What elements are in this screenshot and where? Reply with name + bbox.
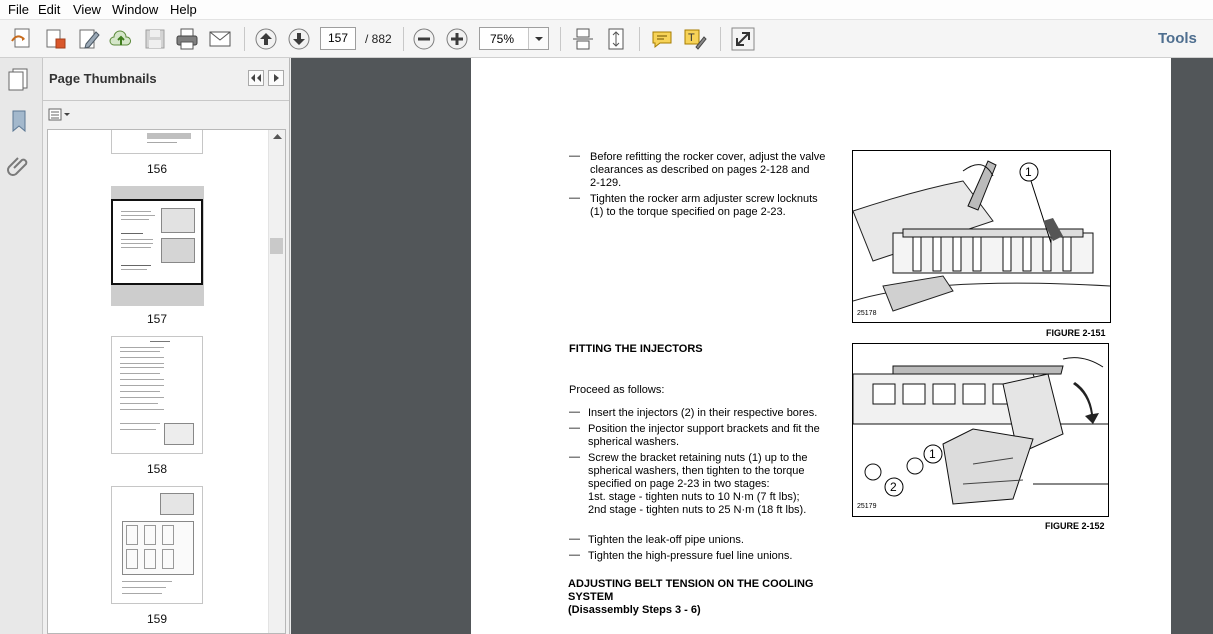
svg-text:T: T: [688, 32, 695, 44]
toolbar-separator: [403, 27, 404, 51]
edit-pdf-icon[interactable]: [77, 27, 101, 51]
toolbar: [0, 20, 1213, 58]
document-view[interactable]: [291, 58, 1213, 634]
next-page-icon[interactable]: [287, 27, 311, 51]
body-text: Tighten the leak-off pipe unions.: [588, 534, 744, 546]
bullet-dash: —: [569, 549, 580, 561]
thumbnail-label: 158: [146, 462, 168, 476]
print-icon[interactable]: [175, 27, 199, 51]
panel-title: Page Thumbnails: [49, 71, 157, 86]
body-text: Insert the injectors (2) in their respective bores.: [588, 407, 818, 419]
figure-2-152: [852, 343, 1109, 517]
double-left-icon: [249, 71, 263, 85]
thumbnail-label: 156: [146, 162, 168, 176]
body-text: Proceed as follows:: [569, 384, 665, 396]
bullet-dash: —: [569, 150, 580, 162]
callout-1: 1: [1025, 165, 1032, 179]
body-text: Tighten the rocker arm adjuster screw locknuts: [590, 193, 818, 205]
expand-panel-button[interactable]: [268, 70, 284, 86]
figure-caption: FIGURE 2-151: [1046, 328, 1106, 338]
bullet-dash: —: [569, 422, 580, 434]
callout-1: 1: [929, 447, 936, 461]
thumbnail-label: 157: [146, 312, 168, 326]
body-text: Screw the bracket retaining nuts (1) up to the: [588, 452, 808, 464]
scrolling-mode-icon[interactable]: [571, 27, 595, 51]
tools-link[interactable]: Tools: [1158, 30, 1197, 47]
toolbar-separator: [639, 27, 640, 51]
zoom-value: 75%: [490, 32, 515, 46]
scroll-up-icon[interactable]: [269, 130, 286, 144]
body-text: Tighten the high-pressure fuel line unions.: [588, 550, 793, 562]
zoom-dropdown-button[interactable]: [528, 28, 548, 49]
body-text: 2nd stage - tighten nuts to 25 N·m (18 ft lbs).: [588, 504, 807, 516]
body-text: spherical washers, then tighten to the torque: [588, 465, 805, 477]
previous-page-icon[interactable]: [254, 27, 278, 51]
bullet-dash: —: [569, 406, 580, 418]
panel-divider: [43, 100, 289, 101]
email-icon[interactable]: [208, 27, 232, 51]
section-heading: SYSTEM: [568, 591, 614, 603]
figure-2-151: [852, 150, 1111, 323]
page-thumbnails-icon[interactable]: [6, 66, 32, 92]
page-number-input[interactable]: 157: [320, 27, 356, 50]
body-text: Position the injector support brackets and fit the: [588, 423, 820, 435]
body-text: 1st. stage - tighten nuts to 10 N·m (7 ft lbs);: [588, 491, 800, 503]
save-icon[interactable]: [143, 27, 167, 51]
section-heading: ADJUSTING BELT TENSION ON THE COOLING: [568, 578, 814, 590]
toolbar-separator: [560, 27, 561, 51]
attachments-icon[interactable]: [6, 152, 32, 178]
menu-file[interactable]: File: [8, 2, 29, 17]
body-text: clearances as described on pages 2-128 and: [590, 164, 810, 176]
toolbar-separator: [720, 27, 721, 51]
figure-id: 25179: [857, 503, 877, 510]
menu-edit[interactable]: Edit: [38, 2, 61, 17]
figure-id: 25178: [857, 310, 877, 317]
body-text: Before refitting the rocker cover, adjust the valve: [590, 151, 826, 163]
page-thumbnails-panel: [43, 58, 290, 634]
bookmarks-icon[interactable]: [6, 108, 32, 134]
page-count: / 882: [365, 32, 392, 46]
combine-files-icon[interactable]: [43, 27, 67, 51]
thumbnail-list: [47, 129, 286, 634]
thumbnail-page-156[interactable]: [111, 130, 203, 154]
figure-caption: FIGURE 2-152: [1045, 521, 1105, 531]
collapse-panel-button[interactable]: [248, 70, 264, 86]
fit-page-icon[interactable]: [604, 27, 628, 51]
navigation-pane: [0, 58, 43, 634]
zoom-select[interactable]: [479, 27, 549, 50]
bullet-dash: —: [569, 192, 580, 204]
rocker-arm-illustration: [853, 151, 1110, 322]
callout-2: 2: [890, 480, 897, 494]
comment-icon[interactable]: [650, 27, 674, 51]
toolbar-separator: [244, 27, 245, 51]
body-text: 2-129.: [590, 177, 622, 189]
injector-illustration: [853, 344, 1108, 516]
expand-icon[interactable]: [731, 27, 755, 51]
options-menu-icon[interactable]: [48, 107, 72, 123]
highlight-text-icon[interactable]: [683, 27, 707, 51]
pdf-page: [471, 58, 1171, 634]
upload-cloud-icon[interactable]: [109, 27, 133, 51]
thumbnail-scroll-thumb[interactable]: [270, 238, 283, 254]
body-text: specified on page 2-23 in two stages:: [588, 478, 770, 490]
thumbnail-scrollbar[interactable]: [268, 130, 285, 633]
chevron-down-icon: [529, 28, 549, 49]
thumbnail-page-157[interactable]: [111, 199, 203, 285]
menu-bar: [0, 0, 1213, 20]
body-text: spherical washers.: [588, 436, 680, 448]
body-text: (1) to the torque specified on page 2-23.: [590, 206, 786, 218]
zoom-out-icon[interactable]: [412, 27, 436, 51]
thumbnail-page-158[interactable]: [111, 336, 203, 454]
menu-window[interactable]: Window: [112, 2, 159, 17]
create-pdf-icon[interactable]: [10, 27, 34, 51]
section-heading: FITTING THE INJECTORS: [569, 343, 703, 355]
menu-view[interactable]: View: [73, 2, 101, 17]
section-subheading: (Disassembly Steps 3 - 6): [568, 604, 701, 616]
thumbnail-label: 159: [146, 612, 168, 626]
zoom-in-icon[interactable]: [445, 27, 469, 51]
chevron-right-icon: [269, 71, 283, 85]
menu-help[interactable]: Help: [170, 2, 197, 17]
thumbnail-page-159[interactable]: [111, 486, 203, 604]
bullet-dash: —: [569, 451, 580, 463]
bullet-dash: —: [569, 533, 580, 545]
